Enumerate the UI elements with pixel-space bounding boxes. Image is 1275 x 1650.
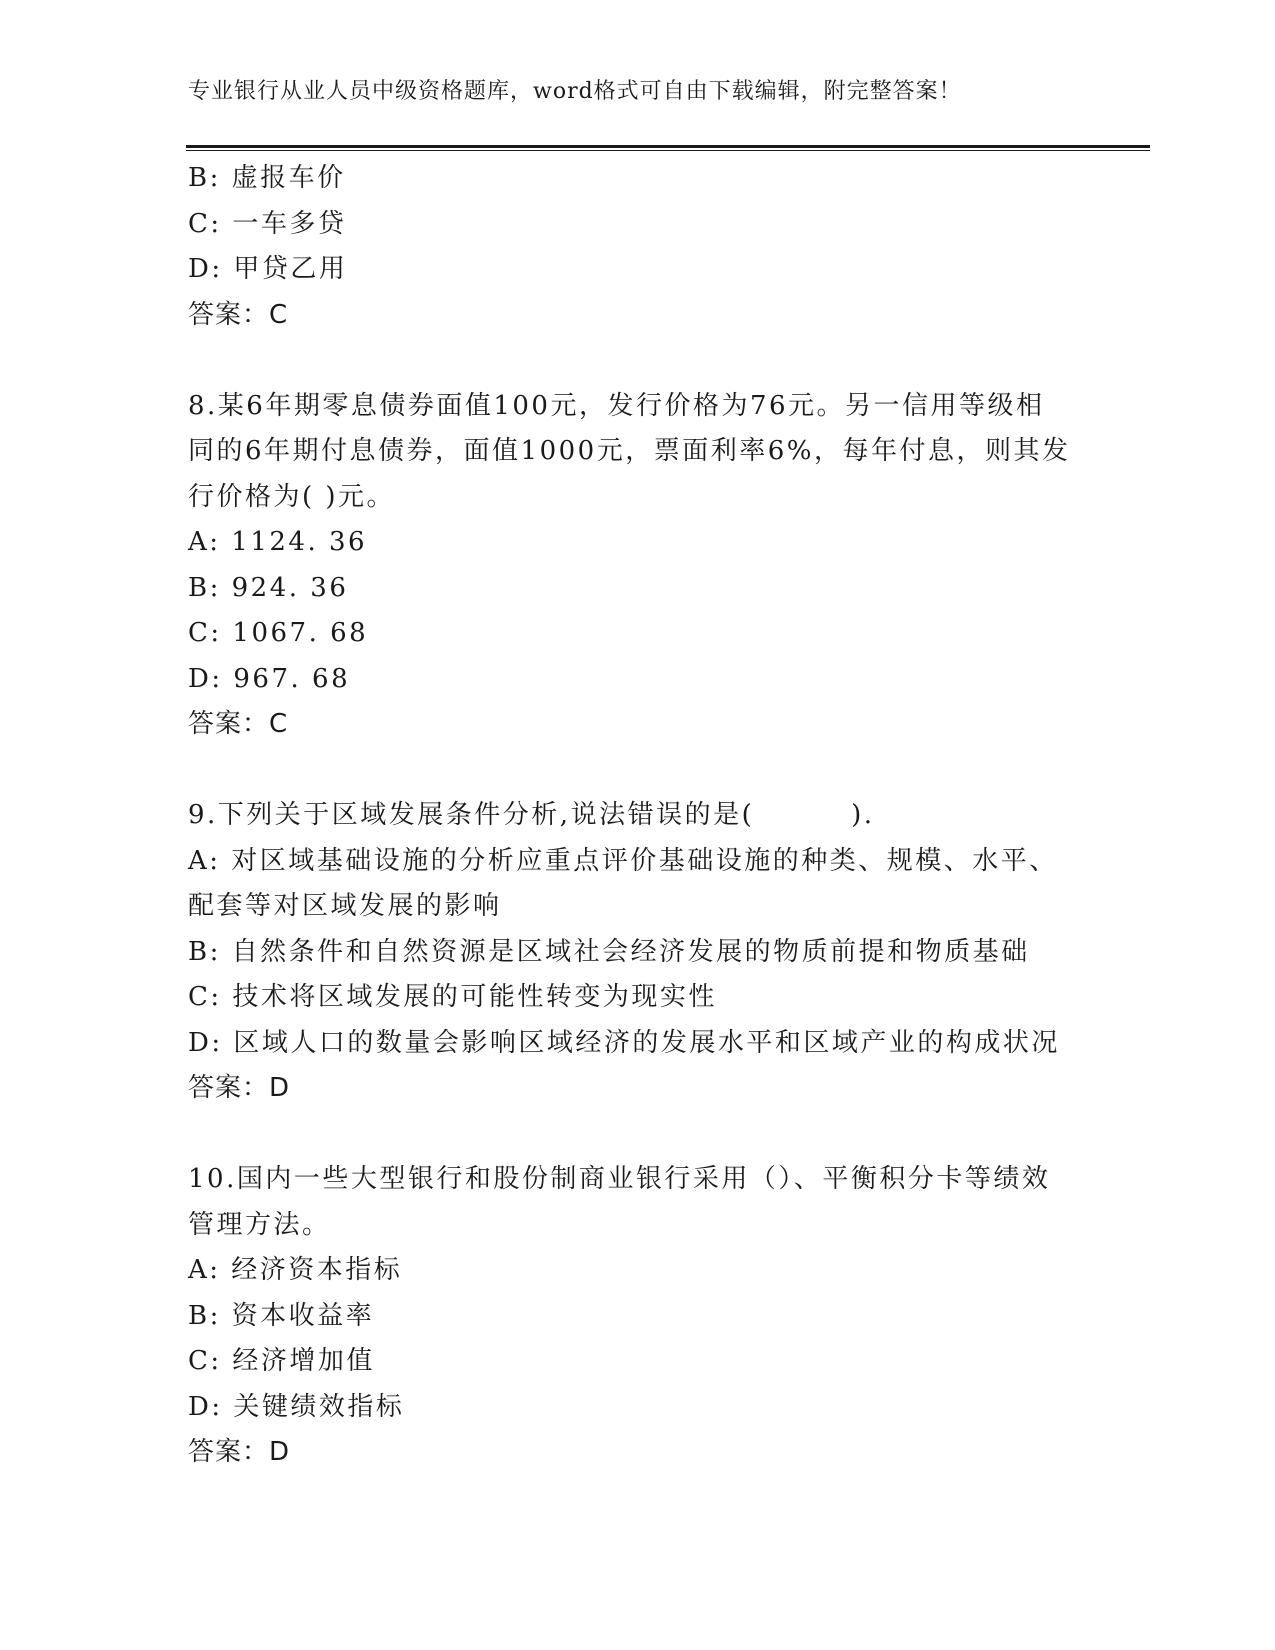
- question-stem-line: 同的6年期付息债券，面值1000元，票面利率6%，每年付息，则其发: [188, 436, 1071, 466]
- option-a-continued: 配套等对区域发展的影响: [188, 891, 502, 921]
- option-c: C: 技术将区域发展的可能性转变为现实性: [188, 982, 717, 1012]
- option-a: A: 对区域基础设施的分析应重点评价基础设施的种类、规模、水平、: [188, 845, 1058, 876]
- option-c: C: 一车多贷: [188, 208, 347, 239]
- document-body: [188, 156, 1088, 1476]
- header-rule-thick: [186, 145, 1150, 148]
- answer-line: 答案：C: [188, 299, 289, 330]
- option-b: B: 924. 36: [188, 572, 349, 603]
- option-b: B: 自然条件和自然资源是区域社会经济发展的物质前提和物质基础: [188, 936, 1030, 967]
- answer-line: 答案：C: [188, 709, 289, 739]
- option-a: A: 经济资本指标: [188, 1255, 403, 1285]
- option-d: D: 甲贷乙用: [188, 254, 348, 284]
- question-stem-line: 管理方法。: [188, 1209, 331, 1240]
- option-d: D: 区域人口的数量会影响区域经济的发展水平和区域产业的构成状况: [188, 1027, 1060, 1058]
- answer-line: 答案：D: [188, 1437, 291, 1467]
- page-header: 专业银行从业人员中级资格题库，word格式可自由下载编辑，附完整答案！: [188, 79, 962, 104]
- question-stem-line: 行价格为( )元。: [188, 481, 396, 512]
- option-b: B: 虚报车价: [188, 163, 346, 193]
- spacer: [188, 338, 1088, 384]
- question-stem-line: 9.下列关于区域发展条件分析,说法错误的是( ).: [188, 800, 875, 830]
- answer-line: 答案：D: [188, 1073, 291, 1103]
- question-9: [188, 793, 1088, 1112]
- spacer: [188, 748, 1088, 794]
- option-c: C: 1067. 68: [188, 618, 369, 648]
- option-b: B: 资本收益率: [188, 1300, 375, 1331]
- question-7-tail: [188, 156, 1088, 338]
- option-a: A: 1124. 36: [188, 527, 368, 557]
- header-rule-thin: [186, 150, 1150, 151]
- question-stem-line: 10.国内一些大型银行和股份制商业银行采用（）、平衡积分卡等绩效: [188, 1164, 1051, 1194]
- option-c: C: 经济增加值: [188, 1346, 375, 1376]
- question-8: [188, 384, 1088, 748]
- question-stem-line: 8.某6年期零息债券面值100元，发行价格为76元。另一信用等级相: [188, 390, 1045, 421]
- option-d: D: 967. 68: [188, 663, 351, 694]
- question-10: [188, 1157, 1088, 1476]
- option-d: D: 关键绩效指标: [188, 1391, 405, 1422]
- spacer: [188, 1112, 1088, 1158]
